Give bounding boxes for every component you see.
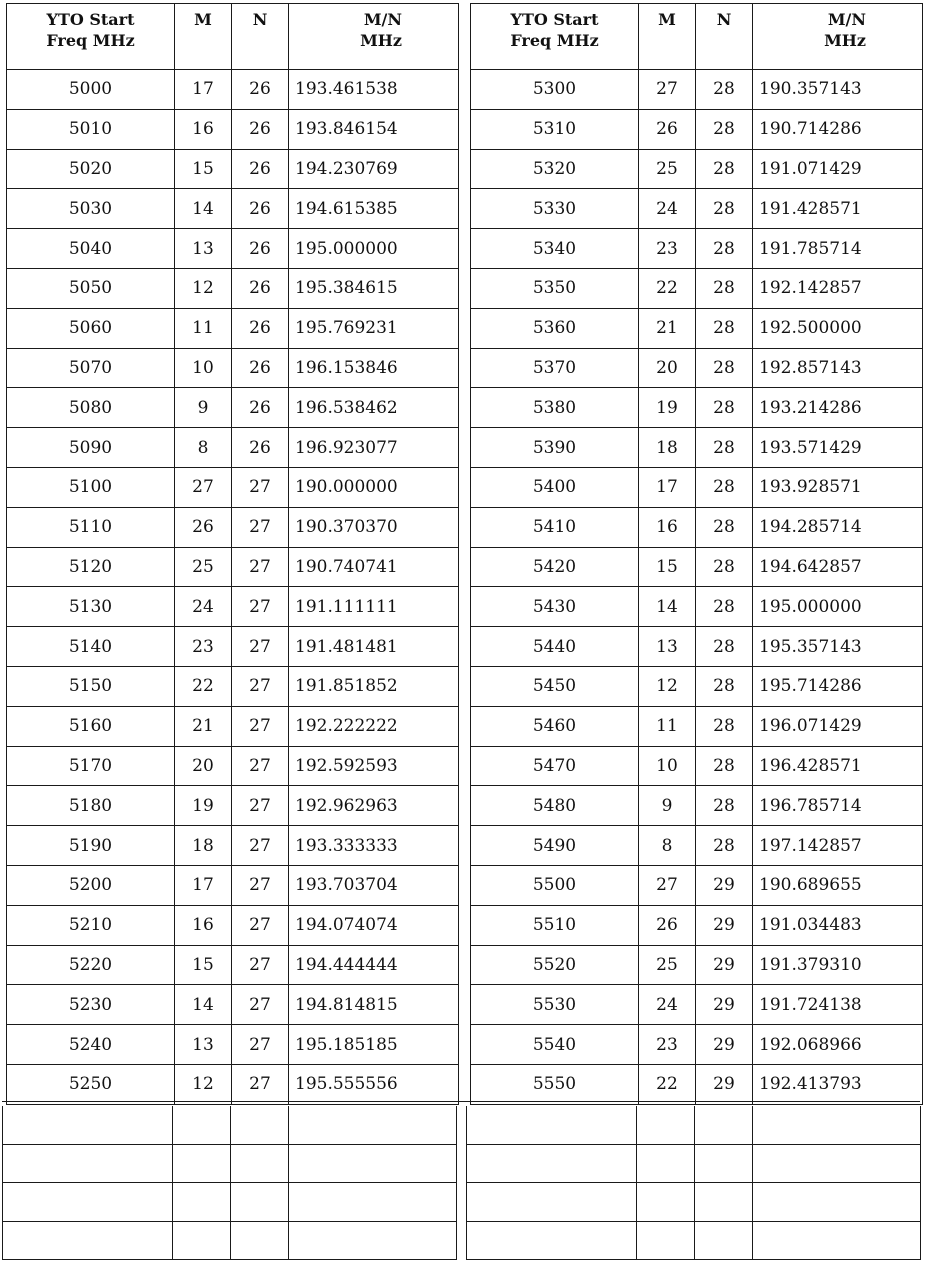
cell-m: 21: [639, 308, 696, 348]
table-row: [471, 467, 923, 507]
cell-n: 27: [232, 587, 289, 627]
blank-row: [3, 1106, 457, 1144]
cell-m-over-n: 195.357143: [753, 627, 923, 667]
cell-m-over-n: 191.111111: [289, 587, 459, 627]
cell-m-over-n: 192.592593: [289, 746, 459, 786]
cell-yto-start-freq: 5490: [471, 826, 639, 866]
cell-n: 28: [696, 507, 753, 547]
blank-row: [467, 1221, 921, 1260]
cell-n: 27: [232, 985, 289, 1025]
cell-m-over-n: 194.285714: [753, 507, 923, 547]
cell-n: 28: [696, 547, 753, 587]
cell-n: 28: [696, 70, 753, 110]
cell-n: 26: [232, 268, 289, 308]
table-row: [7, 945, 459, 985]
cell-n: 28: [696, 308, 753, 348]
table-row: [471, 746, 923, 786]
table-row: [471, 428, 923, 468]
cell-m: 10: [639, 746, 696, 786]
cell-n: 29: [696, 905, 753, 945]
cell-m: 18: [639, 428, 696, 468]
cell-yto-start-freq: 5140: [7, 627, 175, 667]
cell-m-over-n: 191.481481: [289, 627, 459, 667]
cell-m-over-n: 197.142857: [753, 826, 923, 866]
header-m: M: [175, 4, 232, 70]
cell-m: 17: [639, 467, 696, 507]
table-row: [7, 826, 459, 866]
cell-n: 29: [696, 985, 753, 1025]
cell-m: 25: [175, 547, 232, 587]
cell-m: 13: [639, 627, 696, 667]
cell-m-over-n: 190.714286: [753, 109, 923, 149]
cell-n: 28: [696, 428, 753, 468]
cell-m-over-n: 191.785714: [753, 229, 923, 269]
cell-yto-start-freq: 5110: [7, 507, 175, 547]
cell-m: 24: [175, 587, 232, 627]
blank-row: [467, 1106, 921, 1144]
cell-n: 27: [232, 507, 289, 547]
cell-m: 27: [639, 865, 696, 905]
cell-yto-start-freq: 5130: [7, 587, 175, 627]
cell-yto-start-freq: 5500: [471, 865, 639, 905]
cell-m-over-n: 192.413793: [753, 1064, 923, 1104]
cell-m-over-n: 194.444444: [289, 945, 459, 985]
header-m: M: [639, 4, 696, 70]
header-m-over-n: M/N MHz: [289, 4, 459, 70]
cell-yto-start-freq: 5050: [7, 268, 175, 308]
cell-yto-start-freq: 5430: [471, 587, 639, 627]
cell-m-over-n: 193.214286: [753, 388, 923, 428]
cell-m: 15: [175, 945, 232, 985]
cell-n: 27: [232, 746, 289, 786]
cell-m: 20: [175, 746, 232, 786]
cell-n: 28: [696, 587, 753, 627]
cell-m-over-n: 194.642857: [753, 547, 923, 587]
cell-yto-start-freq: 5210: [7, 905, 175, 945]
table-row: [7, 746, 459, 786]
cell-yto-start-freq: 5330: [471, 189, 639, 229]
table-row: [471, 547, 923, 587]
blank-rows-left: [2, 1106, 457, 1260]
cell-n: 28: [696, 627, 753, 667]
table-row: [471, 308, 923, 348]
cell-m-over-n: 195.769231: [289, 308, 459, 348]
cell-m: 14: [639, 587, 696, 627]
cell-m-over-n: 196.153846: [289, 348, 459, 388]
cell-n: 27: [232, 945, 289, 985]
cell-m: 8: [639, 826, 696, 866]
cell-m-over-n: 190.370370: [289, 507, 459, 547]
table-row: [7, 428, 459, 468]
cell-m-over-n: 192.500000: [753, 308, 923, 348]
cell-n: 27: [232, 1025, 289, 1065]
cell-m-over-n: 193.333333: [289, 826, 459, 866]
cell-n: 26: [232, 70, 289, 110]
table-row: [471, 905, 923, 945]
cell-yto-start-freq: 5480: [471, 786, 639, 826]
table-row: [7, 1064, 459, 1104]
cell-m: 9: [175, 388, 232, 428]
table-row: [471, 627, 923, 667]
table-row: [7, 348, 459, 388]
cell-m: 14: [175, 985, 232, 1025]
cell-m-over-n: 196.785714: [753, 786, 923, 826]
cell-m: 24: [639, 189, 696, 229]
cell-n: 27: [232, 627, 289, 667]
cell-m: 20: [639, 348, 696, 388]
table-row: [471, 1064, 923, 1104]
cell-yto-start-freq: 5000: [7, 70, 175, 110]
cell-m: 22: [639, 1064, 696, 1104]
table-body-left: [7, 70, 459, 1105]
cell-n: 29: [696, 1025, 753, 1065]
blank-row: [467, 1183, 921, 1222]
cell-n: 27: [232, 905, 289, 945]
cell-yto-start-freq: 5230: [7, 985, 175, 1025]
table-row: [7, 149, 459, 189]
cell-m: 13: [175, 229, 232, 269]
cell-n: 26: [232, 189, 289, 229]
cell-yto-start-freq: 5360: [471, 308, 639, 348]
cell-m: 16: [639, 507, 696, 547]
cell-yto-start-freq: 5100: [7, 467, 175, 507]
cell-m: 18: [175, 826, 232, 866]
cell-n: 27: [232, 826, 289, 866]
cell-m: 26: [639, 109, 696, 149]
cell-yto-start-freq: 5320: [471, 149, 639, 189]
table-row: [7, 70, 459, 110]
cell-yto-start-freq: 5040: [7, 229, 175, 269]
cell-n: 27: [232, 547, 289, 587]
cell-m: 27: [639, 70, 696, 110]
cell-m-over-n: 192.142857: [753, 268, 923, 308]
cell-m: 24: [639, 985, 696, 1025]
cell-m: 19: [639, 388, 696, 428]
cell-n: 29: [696, 1064, 753, 1104]
cell-yto-start-freq: 5030: [7, 189, 175, 229]
cell-m-over-n: 190.689655: [753, 865, 923, 905]
cell-yto-start-freq: 5250: [7, 1064, 175, 1104]
table-row: [7, 388, 459, 428]
table-row: [471, 70, 923, 110]
cell-m: 23: [639, 1025, 696, 1065]
header-n: N: [232, 4, 289, 70]
cell-yto-start-freq: 5090: [7, 428, 175, 468]
cell-yto-start-freq: 5440: [471, 627, 639, 667]
header-m-over-n: M/N MHz: [753, 4, 923, 70]
cell-yto-start-freq: 5530: [471, 985, 639, 1025]
cell-yto-start-freq: 5070: [7, 348, 175, 388]
cell-m-over-n: 195.384615: [289, 268, 459, 308]
cell-m: 22: [175, 666, 232, 706]
cell-yto-start-freq: 5120: [7, 547, 175, 587]
cell-m-over-n: 191.724138: [753, 985, 923, 1025]
header-yto-start-freq: YTO Start Freq MHz: [7, 4, 175, 70]
cell-yto-start-freq: 5190: [7, 826, 175, 866]
cell-n: 28: [696, 189, 753, 229]
cell-yto-start-freq: 5020: [7, 149, 175, 189]
cell-n: 26: [232, 308, 289, 348]
cell-m: 21: [175, 706, 232, 746]
cell-m-over-n: 194.230769: [289, 149, 459, 189]
cell-m-over-n: 191.428571: [753, 189, 923, 229]
cell-n: 26: [232, 348, 289, 388]
cell-m: 22: [639, 268, 696, 308]
cell-m: 15: [175, 149, 232, 189]
blank-row: [3, 1144, 457, 1183]
cell-n: 27: [232, 467, 289, 507]
cell-yto-start-freq: 5150: [7, 666, 175, 706]
cell-m-over-n: 195.555556: [289, 1064, 459, 1104]
cell-yto-start-freq: 5450: [471, 666, 639, 706]
blank-row: [3, 1183, 457, 1222]
cell-m: 26: [175, 507, 232, 547]
cell-n: 26: [232, 428, 289, 468]
cell-yto-start-freq: 5240: [7, 1025, 175, 1065]
header-row: [471, 4, 923, 70]
cell-m-over-n: 192.068966: [753, 1025, 923, 1065]
cell-yto-start-freq: 5180: [7, 786, 175, 826]
cell-yto-start-freq: 5390: [471, 428, 639, 468]
table-row: [471, 189, 923, 229]
table-row: [471, 388, 923, 428]
cell-yto-start-freq: 5160: [7, 706, 175, 746]
cell-m: 12: [639, 666, 696, 706]
cell-m: 26: [639, 905, 696, 945]
cell-n: 27: [232, 706, 289, 746]
cell-m-over-n: 194.814815: [289, 985, 459, 1025]
yto-table-left: [6, 3, 459, 1105]
cell-m-over-n: 196.071429: [753, 706, 923, 746]
cell-n: 28: [696, 467, 753, 507]
table-row: [471, 268, 923, 308]
cell-m-over-n: 191.034483: [753, 905, 923, 945]
cell-yto-start-freq: 5510: [471, 905, 639, 945]
table-row: [471, 348, 923, 388]
cell-m: 16: [175, 905, 232, 945]
cell-m-over-n: 194.615385: [289, 189, 459, 229]
cell-m: 13: [175, 1025, 232, 1065]
cell-m-over-n: 191.379310: [753, 945, 923, 985]
cell-n: 28: [696, 348, 753, 388]
cell-m-over-n: 196.428571: [753, 746, 923, 786]
table-row: [7, 865, 459, 905]
cell-yto-start-freq: 5460: [471, 706, 639, 746]
cell-n: 28: [696, 666, 753, 706]
cell-n: 26: [232, 229, 289, 269]
table-row: [471, 945, 923, 985]
cell-m-over-n: 193.703704: [289, 865, 459, 905]
cell-m-over-n: 193.928571: [753, 467, 923, 507]
cell-n: 28: [696, 786, 753, 826]
cell-m: 9: [639, 786, 696, 826]
cell-yto-start-freq: 5060: [7, 308, 175, 348]
table-row: [7, 547, 459, 587]
cell-m: 19: [175, 786, 232, 826]
cell-n: 28: [696, 388, 753, 428]
cell-n: 27: [232, 786, 289, 826]
table-row: [7, 706, 459, 746]
cell-m: 10: [175, 348, 232, 388]
table-row: [471, 229, 923, 269]
cell-m: 23: [175, 627, 232, 667]
table-bottom-rule: [2, 1101, 920, 1102]
cell-m-over-n: 191.071429: [753, 149, 923, 189]
cell-n: 27: [232, 1064, 289, 1104]
cell-m-over-n: 193.461538: [289, 70, 459, 110]
cell-m-over-n: 196.538462: [289, 388, 459, 428]
cell-m: 11: [175, 308, 232, 348]
cell-n: 29: [696, 865, 753, 905]
cell-m-over-n: 190.357143: [753, 70, 923, 110]
cell-n: 28: [696, 268, 753, 308]
cell-m: 27: [175, 467, 232, 507]
cell-m: 23: [639, 229, 696, 269]
table-row: [7, 467, 459, 507]
cell-yto-start-freq: 5010: [7, 109, 175, 149]
cell-yto-start-freq: 5200: [7, 865, 175, 905]
table-row: [471, 587, 923, 627]
table-row: [7, 229, 459, 269]
cell-n: 28: [696, 229, 753, 269]
cell-n: 26: [232, 388, 289, 428]
blank-row: [3, 1221, 457, 1260]
cell-m-over-n: 192.857143: [753, 348, 923, 388]
table-row: [7, 308, 459, 348]
table-row: [7, 905, 459, 945]
cell-m: 25: [639, 149, 696, 189]
table-row: [471, 1025, 923, 1065]
table-row: [7, 507, 459, 547]
cell-m-over-n: 190.000000: [289, 467, 459, 507]
cell-m: 11: [639, 706, 696, 746]
cell-m: 8: [175, 428, 232, 468]
table-row: [7, 666, 459, 706]
table-row: [7, 189, 459, 229]
table-row: [471, 826, 923, 866]
cell-n: 28: [696, 746, 753, 786]
cell-m-over-n: 193.571429: [753, 428, 923, 468]
table-row: [7, 627, 459, 667]
cell-yto-start-freq: 5080: [7, 388, 175, 428]
cell-yto-start-freq: 5350: [471, 268, 639, 308]
cell-m-over-n: 192.222222: [289, 706, 459, 746]
cell-yto-start-freq: 5380: [471, 388, 639, 428]
table-row: [471, 149, 923, 189]
cell-m-over-n: 193.846154: [289, 109, 459, 149]
cell-yto-start-freq: 5420: [471, 547, 639, 587]
header-yto-start-freq: YTO Start Freq MHz: [471, 4, 639, 70]
table-row: [471, 109, 923, 149]
table-row: [471, 507, 923, 547]
table-row: [7, 268, 459, 308]
cell-n: 28: [696, 149, 753, 189]
cell-m-over-n: 195.000000: [289, 229, 459, 269]
cell-yto-start-freq: 5520: [471, 945, 639, 985]
table-row: [7, 587, 459, 627]
cell-m-over-n: 195.185185: [289, 1025, 459, 1065]
cell-yto-start-freq: 5370: [471, 348, 639, 388]
blank-rows-right: [466, 1106, 921, 1260]
header-n: N: [696, 4, 753, 70]
cell-yto-start-freq: 5300: [471, 70, 639, 110]
table-row: [7, 1025, 459, 1065]
cell-m-over-n: 190.740741: [289, 547, 459, 587]
table-body-right: [471, 70, 923, 1105]
cell-m: 12: [175, 1064, 232, 1104]
cell-yto-start-freq: 5550: [471, 1064, 639, 1104]
table-row: [7, 786, 459, 826]
cell-yto-start-freq: 5170: [7, 746, 175, 786]
cell-yto-start-freq: 5340: [471, 229, 639, 269]
table-row: [471, 786, 923, 826]
cell-m: 17: [175, 70, 232, 110]
table-row: [471, 865, 923, 905]
cell-n: 28: [696, 826, 753, 866]
cell-n: 27: [232, 666, 289, 706]
table-row: [7, 109, 459, 149]
cell-yto-start-freq: 5540: [471, 1025, 639, 1065]
table-row: [471, 985, 923, 1025]
cell-m-over-n: 195.000000: [753, 587, 923, 627]
cell-m-over-n: 195.714286: [753, 666, 923, 706]
cell-m-over-n: 192.962963: [289, 786, 459, 826]
cell-n: 26: [232, 149, 289, 189]
cell-m: 14: [175, 189, 232, 229]
cell-m: 12: [175, 268, 232, 308]
cell-m: 16: [175, 109, 232, 149]
header-row: [7, 4, 459, 70]
cell-m: 15: [639, 547, 696, 587]
table-row: [471, 706, 923, 746]
cell-m-over-n: 196.923077: [289, 428, 459, 468]
cell-yto-start-freq: 5400: [471, 467, 639, 507]
cell-n: 28: [696, 706, 753, 746]
blank-row: [467, 1144, 921, 1183]
cell-m-over-n: 191.851852: [289, 666, 459, 706]
cell-yto-start-freq: 5310: [471, 109, 639, 149]
cell-n: 27: [232, 865, 289, 905]
table-row: [7, 985, 459, 1025]
table-row: [471, 666, 923, 706]
cell-n: 29: [696, 945, 753, 985]
cell-m: 17: [175, 865, 232, 905]
cell-n: 26: [232, 109, 289, 149]
cell-yto-start-freq: 5220: [7, 945, 175, 985]
cell-m-over-n: 194.074074: [289, 905, 459, 945]
cell-yto-start-freq: 5470: [471, 746, 639, 786]
cell-n: 28: [696, 109, 753, 149]
cell-m: 25: [639, 945, 696, 985]
cell-yto-start-freq: 5410: [471, 507, 639, 547]
yto-table-right: [470, 3, 923, 1105]
